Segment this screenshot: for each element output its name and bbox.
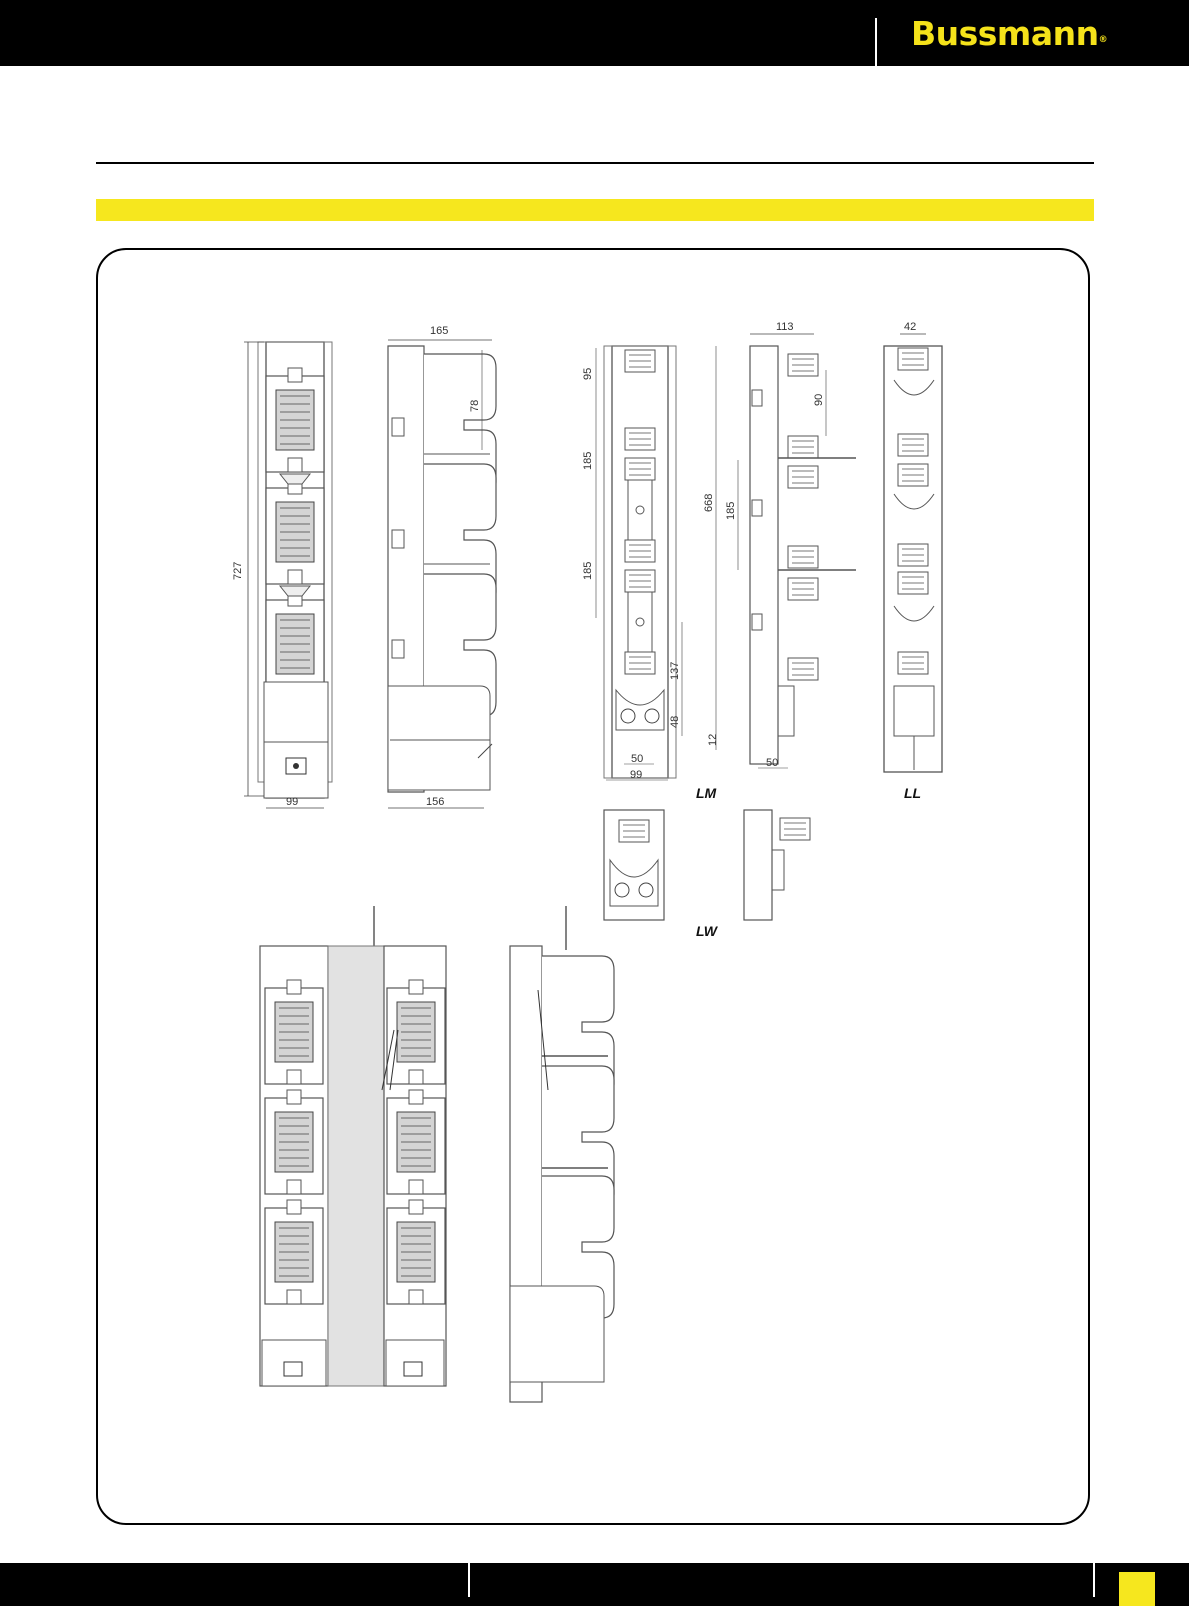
technical-drawing bbox=[98, 250, 1088, 1523]
view-d-lm-side bbox=[703, 321, 856, 769]
footer-divider-right bbox=[1093, 1563, 1095, 1597]
dim-12: 12 bbox=[707, 733, 719, 746]
label-lm: LM bbox=[696, 785, 717, 801]
label-lw: LW bbox=[696, 923, 717, 939]
dim-a-99: 99 bbox=[286, 796, 299, 808]
dim-727: 727 bbox=[232, 561, 244, 580]
dim-c-50: 50 bbox=[631, 753, 644, 765]
dim-78: 78 bbox=[469, 399, 481, 412]
view-lw-side bbox=[744, 810, 810, 920]
label-ll: LL bbox=[904, 785, 922, 801]
dim-113: 113 bbox=[776, 321, 794, 333]
page-number-box bbox=[1119, 1572, 1155, 1606]
bussmann-logo: Bussmann® bbox=[911, 14, 1108, 53]
header-divider bbox=[875, 18, 877, 66]
top-header-bar bbox=[0, 0, 1189, 66]
dim-156: 156 bbox=[426, 796, 445, 808]
dim-48: 48 bbox=[669, 715, 681, 728]
view-lw-front bbox=[604, 810, 664, 920]
footer-divider-left bbox=[468, 1563, 470, 1597]
dim-c-185b: 185 bbox=[582, 561, 594, 580]
view-a-front bbox=[232, 342, 332, 808]
dim-95: 95 bbox=[582, 367, 594, 380]
dim-c-99: 99 bbox=[630, 769, 643, 781]
dim-d-185: 185 bbox=[725, 501, 737, 520]
dim-668: 668 bbox=[703, 493, 715, 512]
dim-42: 42 bbox=[904, 321, 917, 333]
drawing-panel bbox=[96, 248, 1090, 1525]
dim-d-50: 50 bbox=[766, 757, 779, 769]
dim-165: 165 bbox=[430, 325, 449, 337]
title-rule bbox=[96, 162, 1094, 164]
view-c-lm-front bbox=[582, 346, 682, 781]
view-e-ll-front bbox=[884, 321, 942, 772]
dim-c-185a: 185 bbox=[582, 451, 594, 470]
view-double-side bbox=[510, 946, 614, 1402]
section-band bbox=[96, 199, 1094, 221]
view-b-side bbox=[388, 325, 496, 808]
bottom-footer-bar bbox=[0, 1563, 1189, 1606]
dim-90: 90 bbox=[813, 393, 825, 406]
dim-137: 137 bbox=[669, 661, 681, 680]
